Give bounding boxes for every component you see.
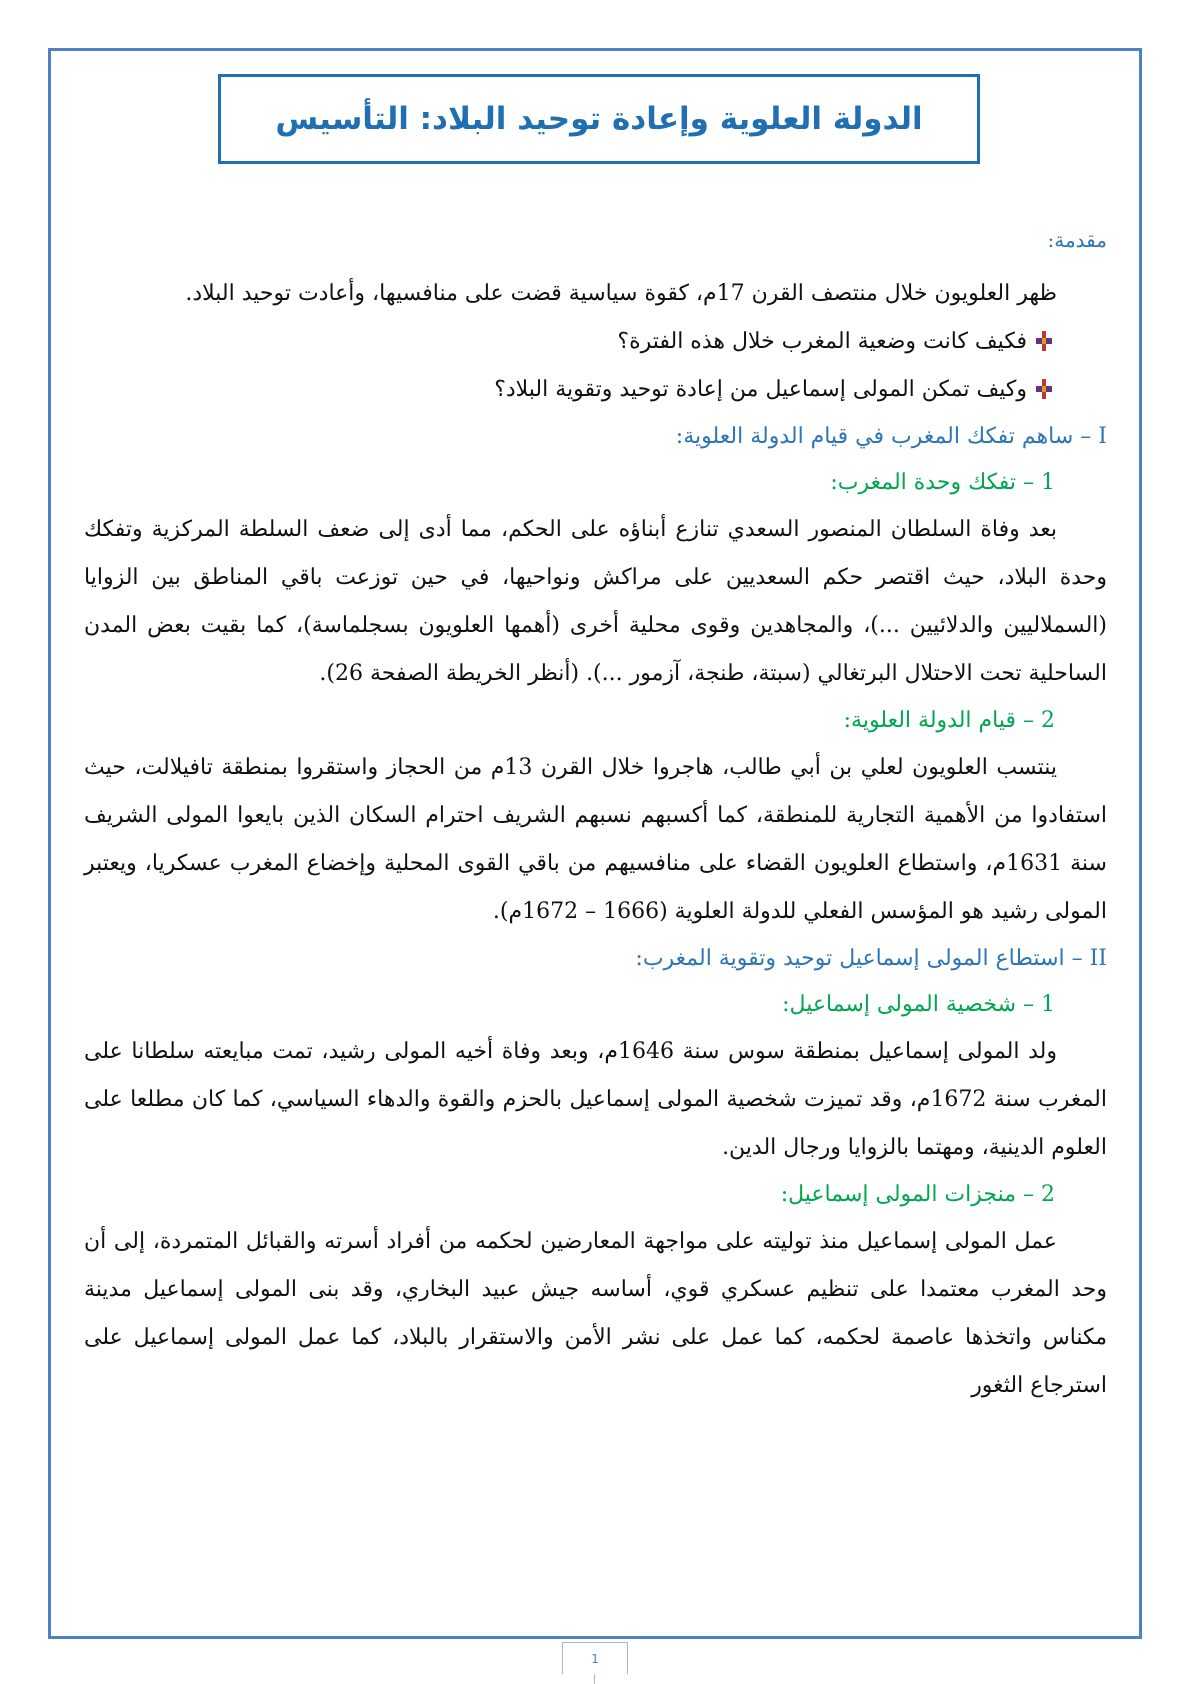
intro-label: مقدمة:: [1047, 228, 1107, 252]
page-title: الدولة العلوية وإعادة توحيد البلاد: التأسيس: [275, 101, 923, 137]
subsection-title: 2 – منجزات المولى إسماعيل:: [780, 1182, 1055, 1207]
section-title: I – ساهم تفكك المغرب في قيام الدولة العلوية:: [675, 424, 1107, 449]
section-paragraph: بعد وفاة السلطان المنصور السعدي تنازع أبناؤه على الحكم، مما أدى إلى ضعف السلطة المركزية وتفكك وحدة البلاد، حيث اقتصر حكم السعديين على مراكش ونواحيها، في حين توزعت باقي المناطق بين الزوايا (السملاليين والدلائيين ...)، والمجاهدين وقوى محلية أخرى (أهمها العلويون بسجلماسة)، كما بقيت بعض المدن الساحلية تحت الاحتلال البرتغالي (سبتة، طنجة، آزمور ...). (أنظر الخريطة الصفحة 26).: [84, 517, 1107, 686]
section-title: II – استطاع المولى إسماعيل توحيد وتقوية المغرب:: [635, 946, 1107, 971]
subsection-title: 1 – تفكك وحدة المغرب:: [830, 470, 1055, 495]
question-text: وكيف تمكن المولى إسماعيل من إعادة توحيد وتقوية البلاد؟: [494, 377, 1027, 402]
subsection-title: 1 – شخصية المولى إسماعيل:: [782, 992, 1055, 1017]
plus-bullet-icon: [1035, 330, 1053, 352]
document-body: [84, 224, 1107, 1410]
title-box: [218, 74, 980, 164]
intro-paragraph: ظهر العلويون خلال منتصف القرن 17م، كقوة سياسية قضت على منافسيها، وأعادت توحيد البلاد.: [185, 281, 1057, 306]
page-number-box: [562, 1642, 628, 1674]
question-item: [84, 366, 1107, 414]
section-paragraph: ينتسب العلويون لعلي بن أبي طالب، هاجروا خلال القرن 13م من الحجاز واستقروا بمنطقة تافيلالت، حيث استفادوا من الأهمية التجارية للمنطقة، كما أكسبهم نسبهم الشريف احترام السكان الذين بايعوا المولى الشريف سنة 1631م، واستطاع العلويون القضاء على منافسيهم من باقي القوى المحلية وإخضاع المغرب عسكريا، ويعتبر المولى رشيد هو المؤسس الفعلي للدولة العلوية (1666 – 1672م).: [84, 755, 1107, 924]
footer-line: [594, 1674, 595, 1684]
section-paragraph: ولد المولى إسماعيل بمنطقة سوس سنة 1646م، وبعد وفاة أخيه المولى رشيد، تمت مبايعته سلطانا على المغرب سنة 1672م، وقد تميزت شخصية المولى إسماعيل بالحزم والقوة والدهاء السياسي، كما كان مطلعا على العلوم الدينية، ومهتما بالزوايا ورجال الدين.: [84, 1039, 1108, 1160]
subsection-title: 2 – قيام الدولة العلوية:: [843, 708, 1055, 733]
question-text: فكيف كانت وضعية المغرب خلال هذه الفترة؟: [617, 329, 1027, 354]
section-paragraph: عمل المولى إسماعيل منذ توليته على مواجهة المعارضين لحكمه من أفراد أسرته والقبائل المتمردة، إلى أن وحد المغرب معتمدا على تنظيم عسكري قوي، أساسه جيش عبيد البخاري، وقد بنى المولى إسماعيل مدينة مكناس واتخذها عاصمة لحكمه، كما عمل على نشر الأمن والاستقرار بالبلاد، كما عمل المولى إسماعيل على استرجاع الثغور: [84, 1229, 1107, 1398]
question-item: [84, 318, 1107, 366]
plus-bullet-icon: [1035, 378, 1053, 400]
page-number: 1: [591, 1651, 599, 1666]
